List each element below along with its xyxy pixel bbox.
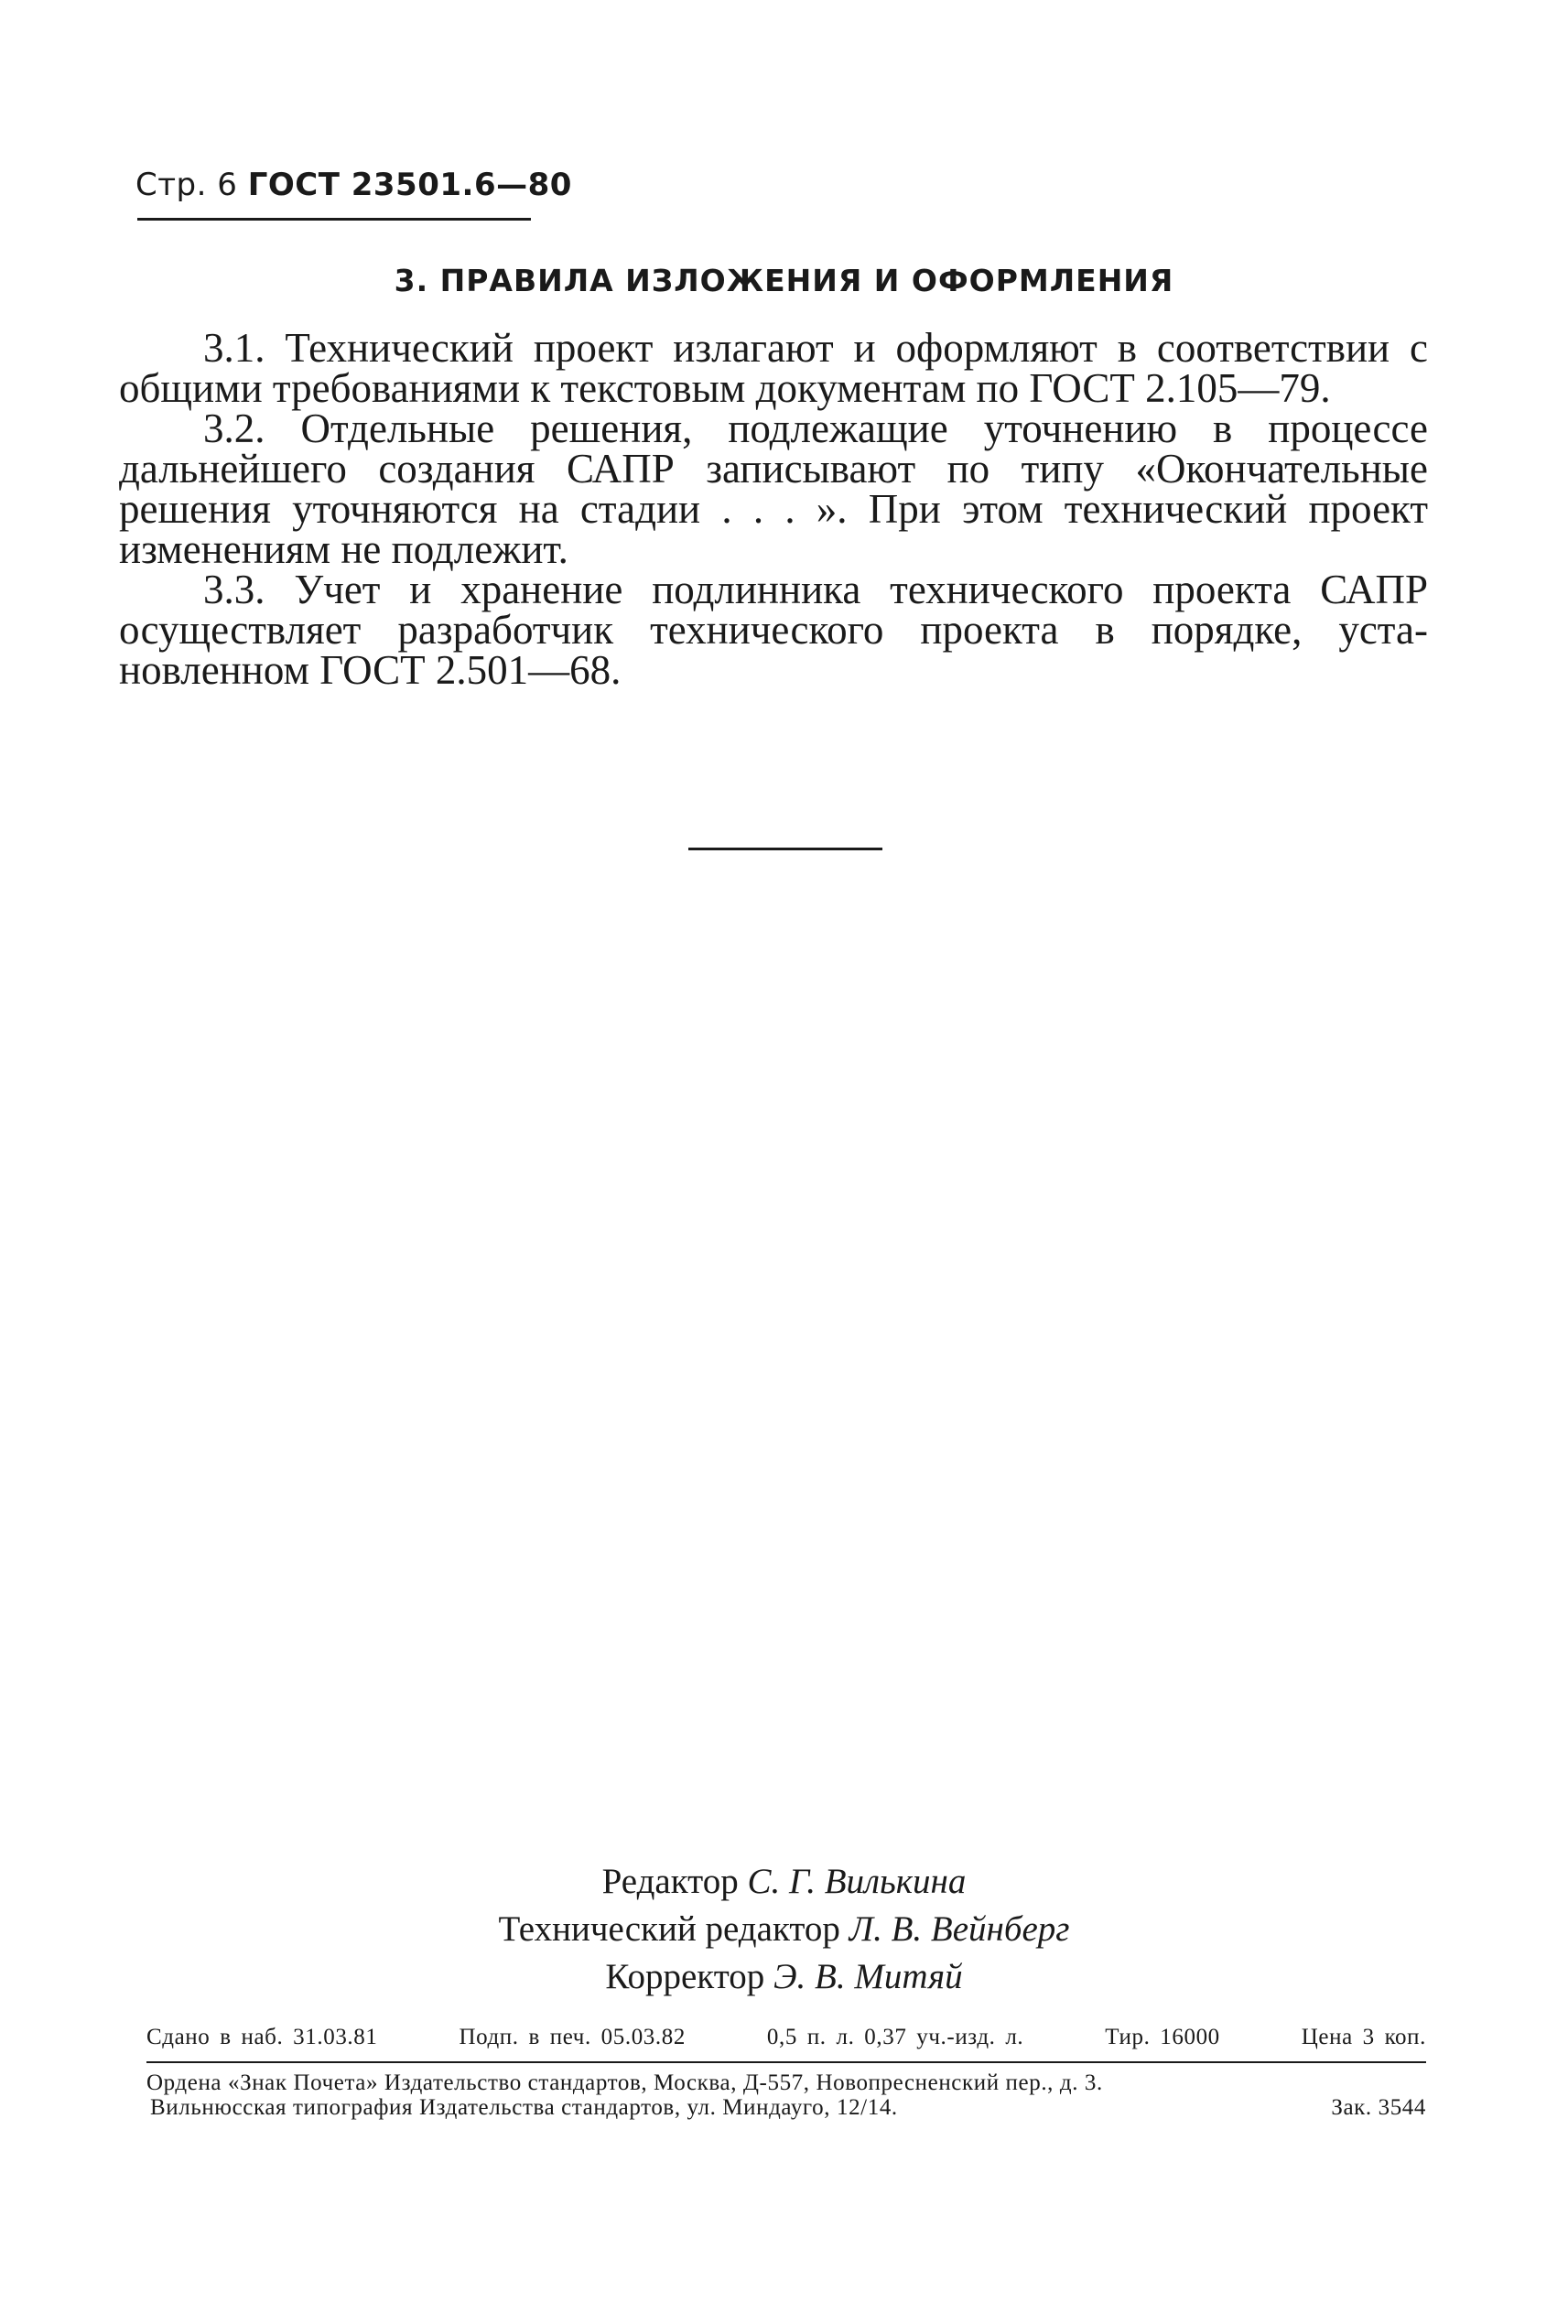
page-number: Стр. 6 [135,167,238,203]
credit-corrector [0,1953,1568,2001]
imprint-publisher-text: Ордена «Знак Почета» Издательство стандартов, Москва, Д-557, Новопресненский пер., д. 3. [146,2070,1103,2095]
imprint-rule [146,2061,1426,2063]
imprint-publisher [146,2070,1426,2095]
imprint-printer-text: Вильнюсская типография Издательства стандартов, ул. Миндауго, 12/14. [150,2095,898,2120]
credit-name: Л. В. Вейнберг [849,1909,1070,1949]
imprint-price: Цена 3 коп. [1301,2025,1426,2049]
imprint-sheets: 0,5 п. л. 0,37 уч.-изд. л. [766,2025,1024,2049]
paragraph-3-1: 3.1. Технический проект излагают и оформляют в соответствии с общими требованиями к текстовым документам по ГОСТ 2.105—79. [119,325,1428,411]
paragraph-3-2: 3.2. Отдельные решения, подлежащие уточнению в процессе дальнейшего создания САПР записывают по типу «Окончательные решения уточняются на стадии . . . ». При этом технический проект изменениям не подлежит. [119,405,1428,572]
credit-editor [0,1858,1568,1906]
paragraph-3-3: 3.3. Учет и хранение подлинника технического проекта САПР осуществляет разработчик технического проекта в порядке, установленном ГОСТ 2.501—68. [119,567,1428,693]
standard-number: ГОСТ 23501.6—80 [247,167,572,203]
imprint-printer [146,2095,1426,2120]
imprint-typeset-date: Сдано в наб. 31.03.81 [146,2025,378,2049]
imprint-block [146,2025,1426,2120]
body-text [119,325,1428,693]
credit-name: Э. В. Митяй [773,1957,963,1996]
imprint-print-run: Тир. 16000 [1105,2025,1220,2049]
credit-name: С. Г. Вилькина [747,1862,967,1901]
credit-role: Корректор [605,1957,765,1996]
credit-role: Редактор [601,1862,739,1901]
imprint-signed-date: Подп. в печ. 05.03.82 [459,2025,686,2049]
imprint-order-number: Зак. 3544 [1331,2095,1426,2120]
section-end-rule [688,848,882,850]
imprint-print-details [146,2025,1426,2050]
header-rule [137,218,531,221]
section-title: 3. ПРАВИЛА ИЗЛОЖЕНИЯ И ОФОРМЛЕНИЯ [394,263,1174,298]
credit-tech-editor [0,1906,1568,1953]
credits-block [0,1858,1568,2001]
credit-role: Технический редактор [498,1909,840,1949]
running-header [135,167,572,203]
